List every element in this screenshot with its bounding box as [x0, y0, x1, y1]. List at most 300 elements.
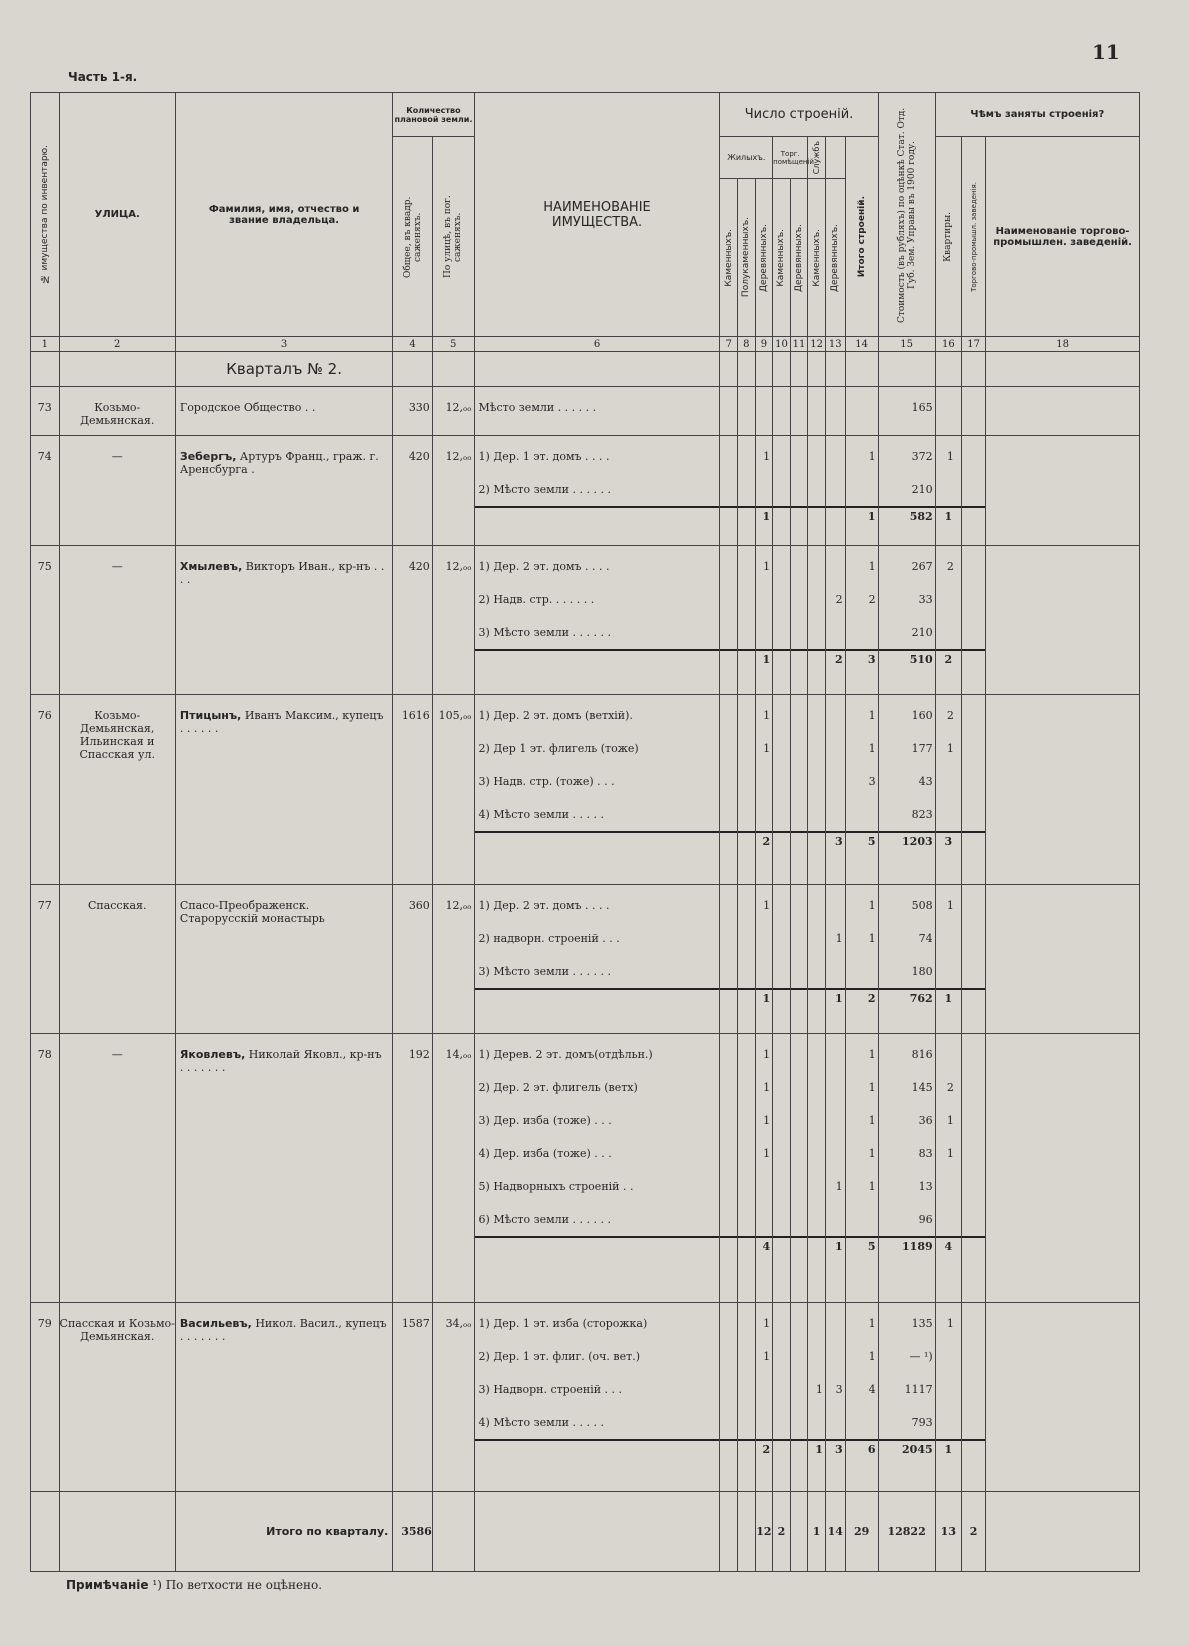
property-lines — [474, 387, 720, 436]
trade-col — [962, 1034, 986, 1303]
property-line: 2) Дер 1 эт. флигель (тоже) — [478, 742, 639, 756]
col-number: 15 — [878, 337, 935, 352]
header-wood-3: Деревянныхъ. — [825, 179, 845, 337]
apartments — [936, 922, 961, 955]
building-count — [756, 391, 773, 424]
building-count-col — [825, 695, 845, 884]
building-count: 1 — [763, 1048, 771, 1062]
building-count — [720, 955, 737, 988]
building-count-col — [773, 387, 791, 436]
building-count — [720, 391, 737, 424]
land-area: 1616 — [393, 695, 433, 884]
building-count — [808, 550, 825, 583]
building-count — [720, 616, 737, 649]
building-count — [720, 732, 737, 765]
value-col — [878, 387, 935, 436]
land-area: 1587 — [393, 1302, 433, 1491]
subtotal-count — [791, 831, 808, 851]
header-land-total: Общее, въ квадр. саженяхъ. — [393, 137, 433, 337]
trade — [962, 1038, 985, 1071]
building-count: 1 — [815, 1382, 823, 1396]
building-count-col — [825, 436, 845, 546]
trade — [962, 616, 985, 649]
building-count — [826, 955, 845, 988]
building-count — [846, 1406, 878, 1439]
trade-names — [986, 1034, 1140, 1303]
owner — [175, 695, 392, 884]
apartments — [936, 1340, 961, 1373]
building-count — [720, 1307, 737, 1340]
building-count-col — [845, 1302, 878, 1491]
apartments — [936, 473, 961, 506]
header-inventory-no: № имущества по инвентарю. — [31, 93, 60, 337]
building-count — [773, 440, 790, 473]
subtotal-count: 5 — [846, 831, 878, 851]
trade — [962, 1137, 985, 1170]
building-count — [756, 473, 773, 506]
building-count — [738, 583, 755, 616]
street-length: 12,ₒₒ — [432, 436, 474, 546]
subtotal-count — [791, 649, 808, 669]
trade — [962, 889, 985, 922]
owner — [175, 387, 392, 436]
building-count — [738, 616, 755, 649]
building-count — [720, 889, 737, 922]
building-count — [826, 889, 845, 922]
value: 267 — [911, 560, 933, 574]
trade — [962, 1104, 985, 1137]
cell-empty — [986, 1492, 1140, 1572]
cell-empty — [878, 352, 935, 387]
building-count — [808, 391, 825, 424]
building-count-col — [773, 546, 791, 695]
value-col — [878, 884, 935, 1033]
owner-surname: Хмылевъ, — [179, 560, 243, 574]
building-count — [791, 955, 808, 988]
property-line: 6) Мѣсто земли . . . . . . — [478, 1213, 611, 1227]
building-count — [826, 1071, 845, 1104]
owner-details: Никол. Васил., купецъ . . . . . . . — [179, 1316, 387, 1343]
street-length: 34,ₒₒ — [432, 1302, 474, 1491]
building-count — [826, 732, 845, 765]
building-count — [738, 1170, 755, 1203]
footnote-label: Примѣчаніе — [66, 1578, 149, 1592]
header-buildings-count: Число строеній. — [720, 93, 878, 137]
building-count — [738, 955, 755, 988]
building-count — [720, 583, 737, 616]
subtotal-spacer — [475, 506, 720, 526]
subtotal-count — [773, 1439, 790, 1459]
subtotal-count — [808, 831, 825, 851]
property-line: 2) надворн. строеній . . . — [478, 931, 620, 945]
trade-col — [962, 884, 986, 1033]
property-line: 4) Дер. изба (тоже) . . . — [478, 1147, 612, 1161]
col-number: 17 — [962, 337, 986, 352]
property-line: 4) Мѣсто земли . . . . . — [478, 1415, 604, 1429]
subtotal-count — [738, 1236, 755, 1256]
building-count — [756, 955, 773, 988]
building-count — [791, 798, 808, 831]
building-count — [791, 922, 808, 955]
apartments — [936, 955, 961, 988]
subtotal-value: 510 — [879, 649, 935, 669]
subtotal-count: 5 — [846, 1236, 878, 1256]
building-count-col — [755, 695, 773, 884]
apartments-col — [935, 695, 961, 884]
property-line: 2) Дер. 1 эт. флиг. (оч. вет.) — [478, 1349, 640, 1363]
building-count — [791, 1307, 808, 1340]
cell-empty — [31, 1492, 60, 1572]
building-count: 1 — [835, 1180, 843, 1194]
subtotal-count — [720, 649, 737, 669]
building-count-col — [845, 695, 878, 884]
building-count — [826, 1038, 845, 1071]
building-count — [808, 1137, 825, 1170]
apartments — [936, 1038, 961, 1071]
subtotal-count: 1 — [808, 1439, 825, 1459]
building-count — [791, 473, 808, 506]
header-value: Стоимость (въ рубляхъ) по оцѣнкѣ Стат. Отд. Губ. Зем. Управы въ 1900 году. — [878, 93, 935, 337]
subtotal-count: 1 — [756, 988, 773, 1008]
building-count — [720, 1038, 737, 1071]
trade-col — [962, 1302, 986, 1491]
building-count — [720, 1071, 737, 1104]
building-count-col — [790, 1302, 808, 1491]
building-count-col — [720, 546, 738, 695]
subtotal-count — [773, 831, 790, 851]
building-count: 1 — [763, 1081, 771, 1095]
trade — [962, 440, 985, 473]
header-trade-est: Торгово-промышл. заведенія. — [962, 137, 986, 337]
building-count — [720, 473, 737, 506]
trade — [962, 765, 985, 798]
quarter-total-value: 12822 — [878, 1492, 935, 1572]
street-length: 105,ₒₒ — [432, 695, 474, 884]
quarter-total-value — [738, 1492, 756, 1572]
building-count — [791, 1340, 808, 1373]
building-count — [791, 1373, 808, 1406]
building-count — [738, 1104, 755, 1137]
value-col — [878, 695, 935, 884]
building-count — [808, 922, 825, 955]
building-count-col — [720, 884, 738, 1033]
apartments: 2 — [946, 709, 954, 723]
building-count — [720, 765, 737, 798]
header-apartments: Квартиры. — [935, 137, 961, 337]
building-count — [720, 699, 737, 732]
building-count: 1 — [763, 1349, 771, 1363]
property-line: 1) Дер. 2 эт. домъ . . . . — [478, 560, 610, 574]
subtotal-count — [808, 649, 825, 669]
building-count-col — [808, 884, 826, 1033]
property-line: 2) Мѣсто земли . . . . . . — [478, 483, 611, 497]
building-count — [756, 1170, 773, 1203]
subtotal-count: 2 — [826, 649, 845, 669]
subtotal-count — [808, 506, 825, 526]
subtotal-spacer — [475, 649, 720, 669]
apartments: 1 — [946, 1114, 954, 1128]
building-count: 1 — [763, 1316, 771, 1330]
building-count — [808, 1340, 825, 1373]
property-line: 1) Дер. 1 эт. домъ . . . . — [478, 450, 610, 464]
building-count-col — [755, 1302, 773, 1491]
apartments: 1 — [946, 742, 954, 756]
building-count — [808, 955, 825, 988]
building-count: 2 — [835, 593, 843, 607]
value: 160 — [911, 709, 933, 723]
building-count — [738, 1137, 755, 1170]
building-count-col — [773, 1034, 791, 1303]
building-count-col — [773, 1302, 791, 1491]
subtotal-trade — [962, 1236, 985, 1256]
subtotal-count: 4 — [756, 1236, 773, 1256]
trade — [962, 1203, 985, 1236]
building-count-col — [825, 546, 845, 695]
subtotal-count — [720, 831, 737, 851]
building-count-col — [808, 695, 826, 884]
value: — ¹) — [909, 1349, 933, 1363]
inventory-no: 78 — [31, 1034, 60, 1303]
apartments — [936, 1203, 961, 1236]
table-row — [31, 1302, 1140, 1491]
land-area: 420 — [393, 546, 433, 695]
building-count: 1 — [868, 560, 876, 574]
building-count-col — [808, 387, 826, 436]
building-count — [808, 583, 825, 616]
header-stone-3: Каменныхъ. — [808, 179, 826, 337]
property-line: 3) Мѣсто земли . . . . . . — [478, 964, 611, 978]
cell-empty — [59, 1492, 175, 1572]
inventory-no: 74 — [31, 436, 60, 546]
street-length: 14,ₒₒ — [432, 1034, 474, 1303]
building-count — [738, 1071, 755, 1104]
cell-empty — [59, 352, 175, 387]
land-area: 330 — [393, 387, 433, 436]
building-count — [738, 1340, 755, 1373]
subtotal-trade — [962, 649, 985, 669]
building-count-col — [825, 387, 845, 436]
cell-empty — [31, 352, 60, 387]
trade-names — [986, 1302, 1140, 1491]
building-count — [738, 1038, 755, 1071]
header-service: Службъ — [808, 137, 826, 179]
table-row — [31, 387, 1140, 436]
header-property: НАИМЕНОВАНІЕ ИМУЩЕСТВА. — [474, 93, 720, 337]
subtotal-count: 3 — [826, 1439, 845, 1459]
trade — [962, 583, 985, 616]
building-count — [773, 391, 790, 424]
value: 823 — [911, 808, 933, 822]
building-count: 1 — [868, 1114, 876, 1128]
apartments — [936, 1406, 961, 1439]
cell-empty — [845, 352, 878, 387]
building-count-col — [790, 884, 808, 1033]
table-row — [31, 695, 1140, 884]
cell-empty — [738, 352, 756, 387]
subtotal-count — [738, 988, 755, 1008]
building-count — [791, 1203, 808, 1236]
subtotal-count — [720, 1439, 737, 1459]
building-count — [808, 473, 825, 506]
building-count-col — [755, 387, 773, 436]
property-lines — [474, 1034, 720, 1303]
street-length: 12,ₒₒ — [432, 387, 474, 436]
building-count: 3 — [868, 775, 876, 789]
cell-empty — [432, 352, 474, 387]
building-count — [720, 1406, 737, 1439]
street: Спасская и Козьмо-Демьянская. — [59, 1302, 175, 1491]
building-count — [826, 1203, 845, 1236]
subtotal-value: 2045 — [879, 1439, 935, 1459]
value: 96 — [918, 1213, 933, 1227]
apartments: 2 — [946, 1081, 954, 1095]
property-line: 3) Надв. стр. (тоже) . . . — [478, 775, 615, 789]
building-count-col — [825, 1302, 845, 1491]
building-count — [791, 699, 808, 732]
owner-details: Спасо-Преображенск. Старорусскій монастырь — [179, 898, 325, 925]
subtotal-value: 762 — [879, 988, 935, 1008]
trade — [962, 1340, 985, 1373]
subtotal-count — [791, 1439, 808, 1459]
subtotal-count — [738, 831, 755, 851]
building-count — [826, 798, 845, 831]
header-stone-2: Каменныхъ. — [773, 179, 791, 337]
subtotal-value: 582 — [879, 506, 935, 526]
col-number: 12 — [808, 337, 826, 352]
owner — [175, 1034, 392, 1303]
building-count-col — [808, 1034, 826, 1303]
trade — [962, 732, 985, 765]
header-wood-1: Деревянныхъ. — [755, 179, 773, 337]
building-count-col — [845, 546, 878, 695]
quarter-total-area: 3586 — [393, 1492, 433, 1572]
building-count: 1 — [763, 742, 771, 756]
building-count — [846, 1203, 878, 1236]
building-count — [773, 1307, 790, 1340]
col-number: 14 — [845, 337, 878, 352]
building-count — [826, 699, 845, 732]
page-number: 11 — [1092, 40, 1120, 64]
apartments: 1 — [946, 1316, 954, 1330]
register-table — [30, 92, 1140, 1572]
footnote-text: ¹) По ветхости не оцѣнено. — [152, 1578, 323, 1592]
building-count — [808, 1038, 825, 1071]
building-count — [808, 1307, 825, 1340]
building-count-col — [773, 436, 791, 546]
cell-empty — [474, 1492, 720, 1572]
cell-empty — [755, 352, 773, 387]
apartments-col — [935, 1302, 961, 1491]
apartments — [936, 1373, 961, 1406]
building-count — [773, 765, 790, 798]
trade-col — [962, 387, 986, 436]
header-residential: Жилыхъ. — [720, 137, 773, 179]
building-count — [826, 440, 845, 473]
building-count-col — [790, 546, 808, 695]
footnote — [66, 1578, 322, 1592]
section-title: Кварталъ № 2. — [175, 352, 392, 387]
building-count — [773, 1071, 790, 1104]
building-count: 1 — [763, 1147, 771, 1161]
building-count — [846, 473, 878, 506]
apartments-col — [935, 1034, 961, 1303]
trade-names — [986, 546, 1140, 695]
value: 210 — [911, 626, 933, 640]
value-col — [878, 546, 935, 695]
building-count — [808, 440, 825, 473]
building-count — [738, 699, 755, 732]
subtotal-count — [738, 1439, 755, 1459]
property-line: 1) Дер. 2 эт. домъ (ветхій). — [478, 709, 633, 723]
building-count — [756, 765, 773, 798]
property-lines — [474, 1302, 720, 1491]
quarter-total-value: 1 — [808, 1492, 826, 1572]
building-count — [720, 1137, 737, 1170]
property-line: 3) Дер. изба (тоже) . . . — [478, 1114, 612, 1128]
trade — [962, 955, 985, 988]
building-count — [773, 922, 790, 955]
building-count — [791, 550, 808, 583]
subtotal-count: 3 — [846, 649, 878, 669]
table-row — [31, 884, 1140, 1033]
owner-details: Артуръ Франц., граж. г. Аренсбурга . — [179, 450, 379, 477]
building-count-col — [825, 1034, 845, 1303]
building-count-col — [845, 1034, 878, 1303]
owner — [175, 884, 392, 1033]
building-count-col — [755, 546, 773, 695]
property-lines — [474, 546, 720, 695]
building-count — [720, 440, 737, 473]
building-count — [791, 616, 808, 649]
trade — [962, 1071, 985, 1104]
trade — [962, 550, 985, 583]
col-number: 5 — [432, 337, 474, 352]
subtotal-spacer — [475, 831, 720, 851]
owner — [175, 1302, 392, 1491]
owner-details: Городское Общество . . — [179, 401, 316, 414]
col-number: 7 — [720, 337, 738, 352]
value: 177 — [911, 742, 933, 756]
subtotal-count: 2 — [756, 831, 773, 851]
building-count: 1 — [868, 1349, 876, 1363]
cell-empty — [773, 352, 791, 387]
col-number: 18 — [986, 337, 1140, 352]
trade-col — [962, 546, 986, 695]
owner-surname: Яковлевъ, — [179, 1048, 246, 1062]
land-area: 360 — [393, 884, 433, 1033]
apartments-col — [935, 546, 961, 695]
inventory-no: 79 — [31, 1302, 60, 1491]
property-line: Мѣсто земли . . . . . . — [478, 401, 597, 414]
building-count — [756, 583, 773, 616]
building-count: 1 — [868, 450, 876, 464]
property-line: 2) Надв. стр. . . . . . . — [478, 593, 595, 607]
building-count — [808, 699, 825, 732]
building-count — [720, 550, 737, 583]
apartments — [936, 1170, 961, 1203]
building-count: 1 — [835, 931, 843, 945]
value: 43 — [918, 775, 933, 789]
street: Спасская. — [59, 884, 175, 1033]
building-count-col — [755, 436, 773, 546]
building-count: 1 — [868, 742, 876, 756]
subtotal-count — [720, 988, 737, 1008]
trade — [962, 699, 985, 732]
header-stone-1: Каменныхъ. — [720, 179, 738, 337]
property-lines — [474, 884, 720, 1033]
trade — [962, 1307, 985, 1340]
cell-empty — [962, 352, 986, 387]
